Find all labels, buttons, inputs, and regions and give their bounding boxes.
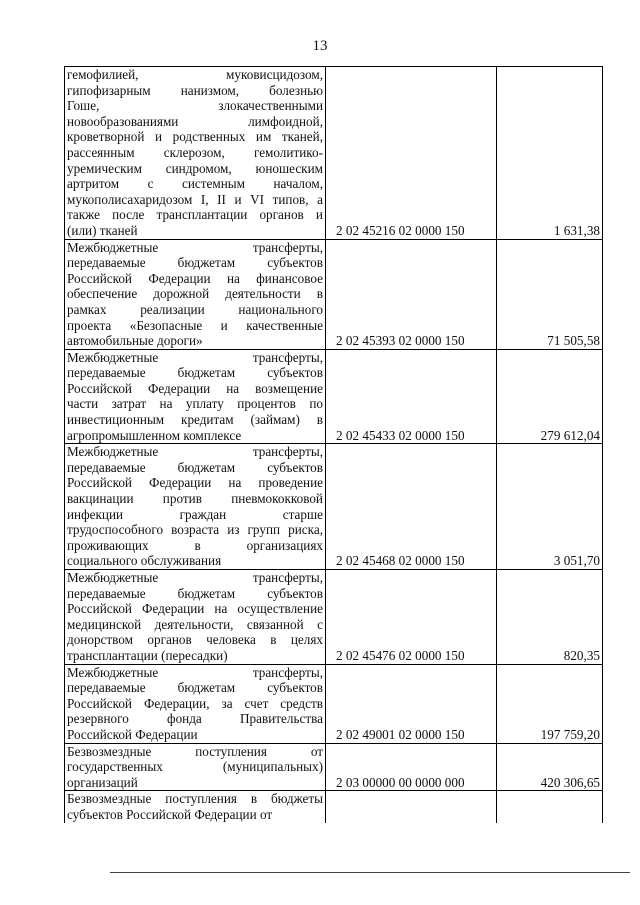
description-line: Гоше, злокачественными — [67, 98, 323, 114]
row-code: 2 03 00000 00 0000 000 — [326, 743, 497, 791]
description-line: Российской Федерации на возмещение — [67, 380, 323, 396]
description-line: также после трансплантации органов и — [67, 207, 323, 223]
description-line: передаваемые бюджетам субъектов — [67, 365, 323, 381]
row-code — [326, 791, 497, 823]
table-row — [65, 239, 603, 349]
row-sum: 420 306,65 — [497, 743, 603, 791]
description-line: субъектов Российской Федерации от — [67, 806, 273, 822]
row-code: 2 02 45476 02 0000 150 — [326, 570, 497, 665]
description-line: передаваемые бюджетам субъектов — [67, 255, 323, 271]
description-line: организаций — [67, 774, 138, 790]
description-line: донорством органов человека в целях — [67, 632, 323, 648]
description-line: уремическим синдромом, юношеским — [67, 160, 323, 176]
description-line: Межбюджетные трансферты, — [67, 570, 323, 585]
description-line: артритом с системным началом, — [67, 176, 323, 192]
description-line: рассеянным склерозом, гемолитико- — [67, 144, 323, 160]
row-sum: 1 631,38 — [497, 67, 603, 240]
row-code: 2 02 45468 02 0000 150 — [326, 444, 497, 570]
table-row — [65, 791, 603, 823]
row-sum: 820,35 — [497, 570, 603, 665]
description-line: передаваемые бюджетам субъектов — [67, 459, 323, 475]
description-line: части затрат на уплату процентов по — [67, 396, 323, 412]
description-line: резервного фонда Правительства — [67, 711, 323, 727]
row-description — [65, 349, 326, 444]
description-line: Межбюджетные трансферты, — [67, 239, 323, 255]
description-line: трудоспособного возраста из групп риска, — [67, 522, 323, 538]
table-row — [65, 664, 603, 743]
description-line: инфекции граждан старше — [67, 506, 323, 522]
row-description — [65, 664, 326, 743]
row-code: 2 02 45433 02 0000 150 — [326, 349, 497, 444]
description-line: агропромышленном комплексе — [67, 427, 242, 443]
row-description — [65, 791, 326, 823]
description-line: новообразованиями лимфоидной, — [67, 113, 323, 129]
description-line: инвестиционным кредитам (займам) в — [67, 412, 323, 428]
description-line: Безвозмездные поступления от — [67, 743, 323, 759]
description-line: государственных (муниципальных) — [67, 759, 323, 775]
description-line: Российской Федерации — [67, 726, 198, 742]
row-description — [65, 444, 326, 570]
row-description — [65, 570, 326, 665]
page-number: 13 — [312, 38, 328, 54]
row-sum: 71 505,58 — [497, 239, 603, 349]
row-description — [65, 743, 326, 791]
description-line: Безвозмездные поступления в бюджеты — [67, 791, 323, 807]
description-line: (или) тканей — [67, 222, 138, 238]
table-row — [65, 67, 603, 240]
description-line: Межбюджетные трансферты, — [67, 664, 323, 680]
table-row — [65, 743, 603, 791]
description-line: рамках реализации национального — [67, 301, 323, 317]
footer-rule — [110, 872, 630, 873]
table-row — [65, 349, 603, 444]
description-line: Российской Федерации на осуществление — [67, 601, 323, 617]
description-line: мукополисахаридозом I, II и VI типов, а — [67, 191, 323, 207]
row-sum — [497, 791, 603, 823]
table-row — [65, 570, 603, 665]
row-code: 2 02 45216 02 0000 150 — [326, 67, 497, 240]
description-line: трансплантации (пересадки) — [67, 647, 228, 663]
description-line: социального обслуживания — [67, 553, 222, 569]
description-line: автомобильные дороги» — [67, 333, 203, 349]
row-description — [65, 239, 326, 349]
description-line: Межбюджетные трансферты, — [67, 444, 323, 460]
description-line: Российской Федерации, за счет средств — [67, 695, 323, 711]
description-line: гемофилией, муковисцидозом, — [67, 67, 323, 82]
description-line: медицинской деятельности, связанной с — [67, 616, 323, 632]
revenue-table — [64, 66, 603, 823]
row-sum: 197 759,20 — [497, 664, 603, 743]
description-line: передаваемые бюджетам субъектов — [67, 680, 323, 696]
row-code: 2 02 45393 02 0000 150 — [326, 239, 497, 349]
table-row — [65, 444, 603, 570]
row-description — [65, 67, 326, 240]
description-line: проекта «Безопасные и качественные — [67, 317, 323, 333]
description-line: обеспечение дорожной деятельности в — [67, 286, 323, 302]
description-line: передаваемые бюджетам субъектов — [67, 585, 323, 601]
row-sum: 279 612,04 — [497, 349, 603, 444]
description-line: кроветворной и родственных им тканей, — [67, 129, 323, 145]
description-line: Межбюджетные трансферты, — [67, 349, 323, 365]
description-line: проживающих в организациях — [67, 537, 323, 553]
description-line: Российской Федерации на проведение — [67, 475, 323, 491]
description-line: Российской Федерации на финансовое — [67, 270, 323, 286]
row-sum: 3 051,70 — [497, 444, 603, 570]
row-code: 2 02 49001 02 0000 150 — [326, 664, 497, 743]
description-line: гипофизарным нанизмом, болезнью — [67, 82, 323, 98]
description-line: вакцинации против пневмококковой — [67, 491, 323, 507]
